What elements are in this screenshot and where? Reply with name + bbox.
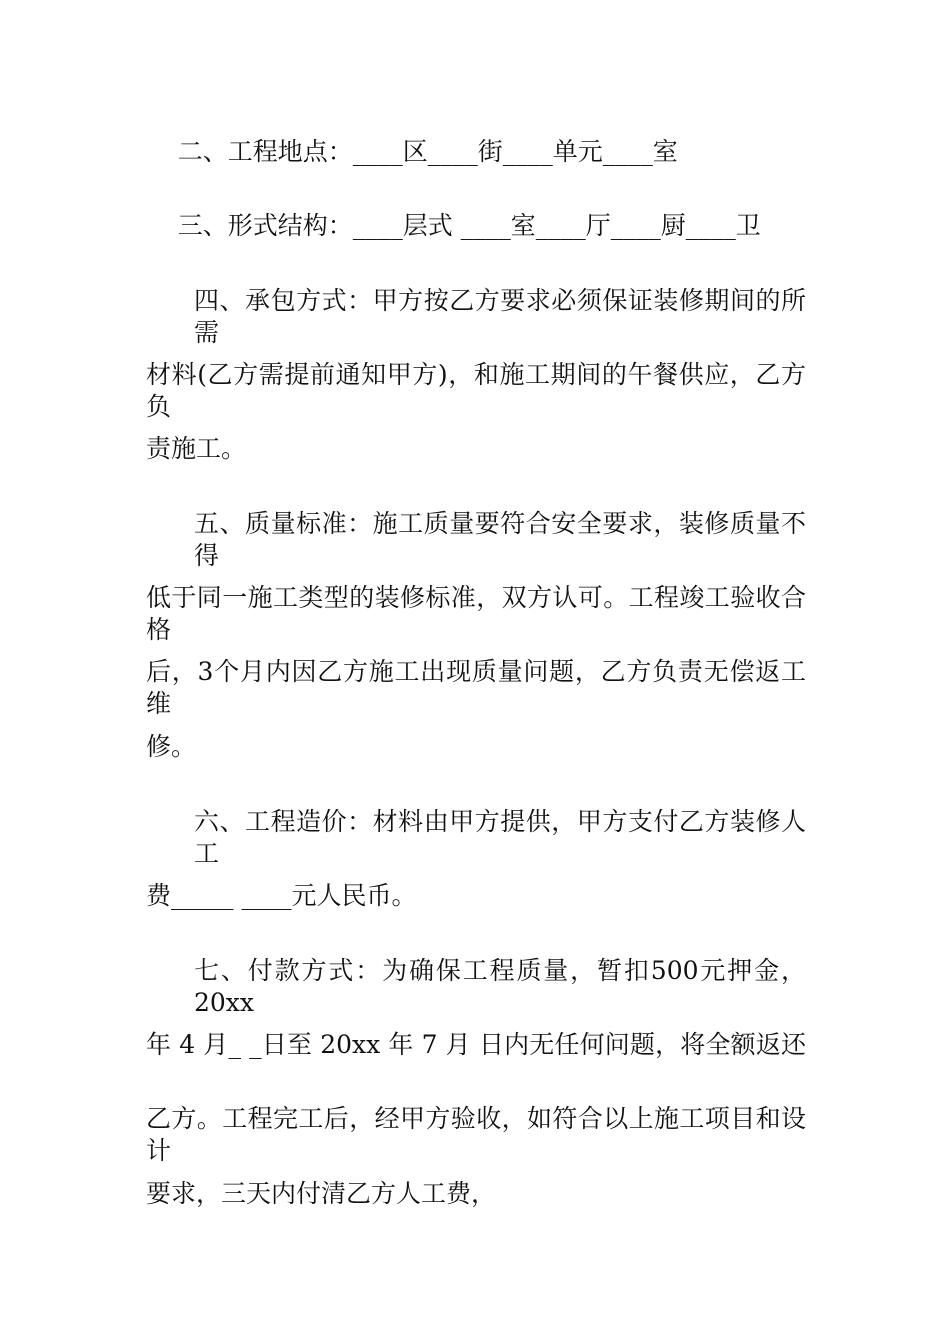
clause-3-line-1: 三、形式结构：____层式 ____室____厅____厨____卫 <box>146 211 761 240</box>
clause-5-line-1: 五、质量标准：施工质量要符合安全要求，装修质量不得 <box>194 509 806 570</box>
clause-4-line-1: 四、承包方式：甲方按乙方要求必须保证装修期间的所需 <box>194 286 806 347</box>
clause-7-line-3: 乙方。工程完工后，经甲方验收，如符合以上施工项目和设计 <box>146 1104 806 1165</box>
clause-7-line-2: 年 4 月_ _日至 20xx 年 7 月 日内无任何问题，将全额返还 <box>146 1030 806 1059</box>
clause-2-line-1: 二、工程地点：____区____街____单元____室 <box>146 137 678 166</box>
clause-4-line-3: 责施工。 <box>146 434 247 463</box>
clause-5-line-2: 低于同一施工类型的装修标准，双方认可。工程竣工验收合格 <box>146 583 806 644</box>
clause-4-line-2: 材料(乙方需提前通知甲方)，和施工期间的午餐供应，乙方负 <box>146 360 806 421</box>
clause-6-line-2: 费_____ ____元人民币。 <box>146 881 417 910</box>
clause-7-line-1: 七、付款方式：为确保工程质量，暂扣500元押金，20xx <box>194 956 806 1017</box>
clause-7-line-4: 要求，三天内付清乙方人工费， <box>146 1179 497 1208</box>
clause-5-line-3: 后，3个月内因乙方施工出现质量问题，乙方负责无偿返工维 <box>146 657 806 718</box>
clause-5-line-4: 修。 <box>146 732 197 761</box>
clause-6-line-1: 六、工程造价：材料由甲方提供，甲方支付乙方装修人工 <box>194 807 806 868</box>
